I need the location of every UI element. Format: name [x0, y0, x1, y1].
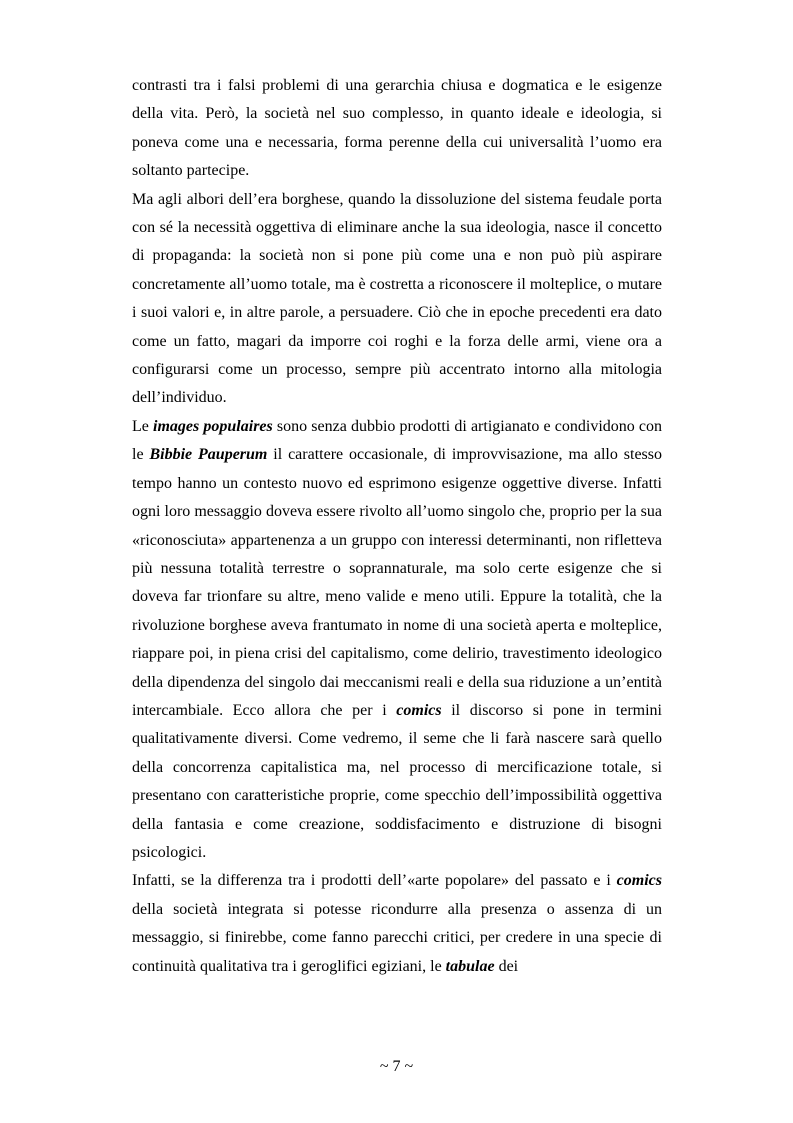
paragraph [132, 186, 662, 413]
text-run: della società integrata si potesse ricondurre alla presenza o assenza di un messaggio, si finirebbe, come fanno parecchi critici, per credere in una specie di continuità qualitativa tra i geroglifici egiziani, le [132, 900, 662, 975]
text-run: sono senza dubbio prodotti di artigianato e condividono con le [132, 417, 663, 464]
text-run: Infatti, se la differenza tra i prodotti dell’«arte popolare» del passato e i [132, 872, 617, 890]
emphasized-term: tabulae [445, 957, 495, 975]
paragraph [132, 413, 662, 868]
paragraph [132, 72, 662, 186]
text-run: contrasti tra i falsi problemi di una gerarchia chiusa e dogmatica e le esigenze della vita. Però, la società nel suo complesso, in quanto ideale e ideologia, si poneva come una e necessaria, forma perenne della cui universalità l’uomo era soltanto partecipe. [132, 77, 662, 180]
emphasized-term: images populaires [153, 417, 273, 435]
paragraph [132, 867, 662, 981]
text-run: Le [132, 417, 154, 435]
emphasized-term: Bibbie Pauperum [149, 446, 268, 464]
text-run: il discorso si pone in termini qualitativamente diversi. Come vedremo, il seme che li farà nascere sarà quello della concorrenza capitalistica ma, nel processo di mercificazione totale, si presentano con caratteristiche proprie, come specchio dell’impossibilità oggettiva della fantasia e come creazione, soddisfacimento e distruzione di bisogni psicologici. [132, 701, 662, 861]
text-run: Ma agli albori dell’era borghese, quando la dissoluzione del sistema feudale porta con sé la necessità oggettiva di eliminare anche la sua ideologia, nasce il concetto di propaganda: la società non si pone più come una e non può più aspirare concretamente all’uomo totale, ma è costretta a riconoscere il molteplice, o mutare i suoi valori e, in altre parole, a persuadere. Ciò che in epoche precedenti era dato come un fatto, magari da imporre coi roghi e la forza delle armi, viene ora a configurarsi come un processo, sempre più accentrato intorno alla mitologia dell’individuo. [132, 190, 662, 407]
text-run: il carattere occasionale, di improvvisazione, ma allo stesso tempo hanno un contesto nuovo ed esprimono esigenze oggettive diverse. Infatti ogni loro messaggio doveva essere rivolto all’uomo singolo che, proprio per la sua «riconosciuta» appartenenza a un gruppo con interessi determinanti, non rifletteva più nessuna totalità terrestre o soprannaturale, ma solo certe esigenze che si doveva far trionfare su altre, meno valide e meno utili. Eppure la totalità, che la rivoluzione borghese aveva frantumato in nome di una società aperta e molteplice, riappare poi, in piena crisi del capitalismo, come delirio, travestimento ideologico della dipendenza del singolo dai meccanismi reali e della sua riduzione a un’entità intercambiale. Ecco allora che per i [132, 446, 663, 719]
text-run: dei [494, 957, 519, 975]
emphasized-term: comics [616, 872, 662, 890]
page-number: ~ 7 ~ [379, 1058, 414, 1075]
emphasized-term: comics [396, 701, 442, 719]
body-text [132, 72, 662, 981]
